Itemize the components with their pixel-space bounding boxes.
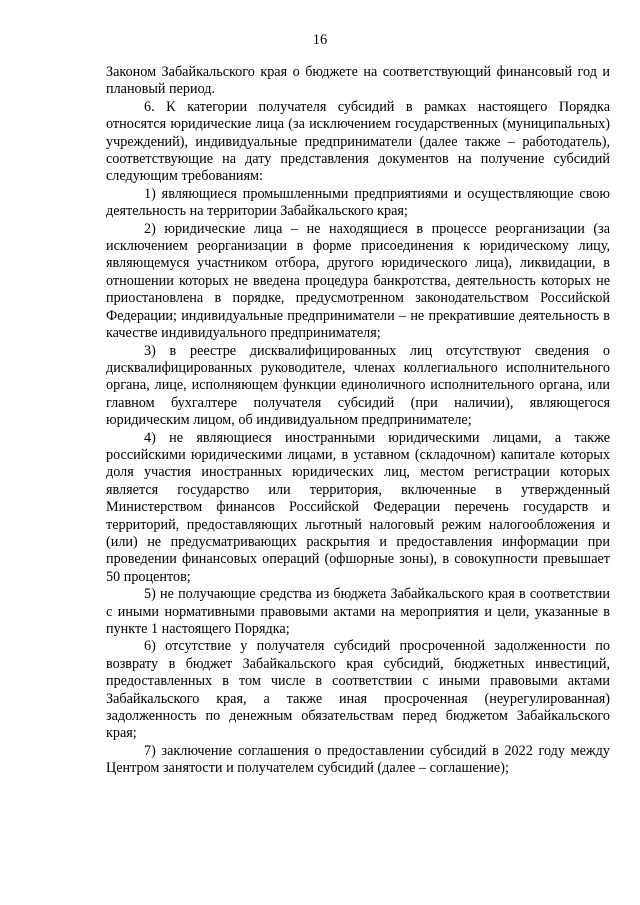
paragraph-subitem-4: 4) не являющиеся иностранными юридическими лицами, а также российскими юридическими лицами, в уставном (складочном) капитале которых доля участия иностранных юридических лиц, местом регистрации которых является государство или территория, включенные в утвержденный Министерством финансов Российской Федерации перечень государств и территорий, предоставляющих льготный налоговый режим налогообложения и (или) не предусматривающих раскрытия и предоставления информации при проведении финансовых операций (офшорные зоны), в совокупности превышает 50 процентов;: [106, 429, 610, 585]
paragraph-continuation: Законом Забайкальского края о бюджете на соответствующий финансовый год и плановый период.: [106, 64, 610, 98]
paragraph-subitem-3: 3) в реестре дисквалифицированных лиц отсутствуют сведения о дисквалифицированных руководителе, членах коллегиального исполнительного органа, лице, исполняющем функции единоличного исполнительного органа, или главном бухгалтере получателя субсидий (при наличии), являющегося юридическим лицом, об индивидуальном предпринимателе;: [106, 342, 610, 429]
paragraph-subitem-7: 7) заключение соглашения о предоставлении субсидий в 2022 году между Центром занятости и получателем субсидий (далее – соглашение);: [106, 742, 610, 777]
document-body: [106, 64, 610, 778]
paragraph-subitem-5: 5) не получающие средства из бюджета Забайкальского края в соответствии с иными нормативными правовыми актами на мероприятия и цели, указанные в пункте 1 настоящего Порядка;: [106, 586, 610, 637]
paragraph-subitem-1: 1) являющиеся промышленными предприятиями и осуществляющие свою деятельность на территории Забайкальского края;: [106, 185, 610, 220]
paragraph-item-6: 6. К категории получателя субсидий в рамках настоящего Порядка относятся юридические лица (за исключением государственных (муниципальных) учреждений), индивидуальные предприниматели (далее также – работодатель), соответствующие на дату представления документов на получение субсидий следующим требованиям:: [106, 98, 610, 185]
paragraph-subitem-6: 6) отсутствие у получателя субсидий просроченной задолженности по возврату в бюджет Забайкальского края субсидий, бюджетных инвестиций, предоставленных в том числе в соответствии с иными правовыми актами Забайкальского края, а также иная просроченная (неурегулированная) задолженность по денежным обязательствам перед бюджетом Забайкальского края;: [106, 638, 610, 742]
paragraph-subitem-2: 2) юридические лица – не находящиеся в процессе реорганизации (за исключением реорганизации в форме присоединения к юридическому лицу, являющемуся участником отбора, другого юридического лица), ликвидации, в отношении которых не введена процедура банкротства, деятельность которых не приостановлена в порядке, предусмотренном законодательством Российской Федерации; индивидуальные предприниматели – не прекратившие деятельность в качестве индивидуального предпринимателя;: [106, 220, 610, 342]
page-number: 16: [312, 32, 328, 48]
